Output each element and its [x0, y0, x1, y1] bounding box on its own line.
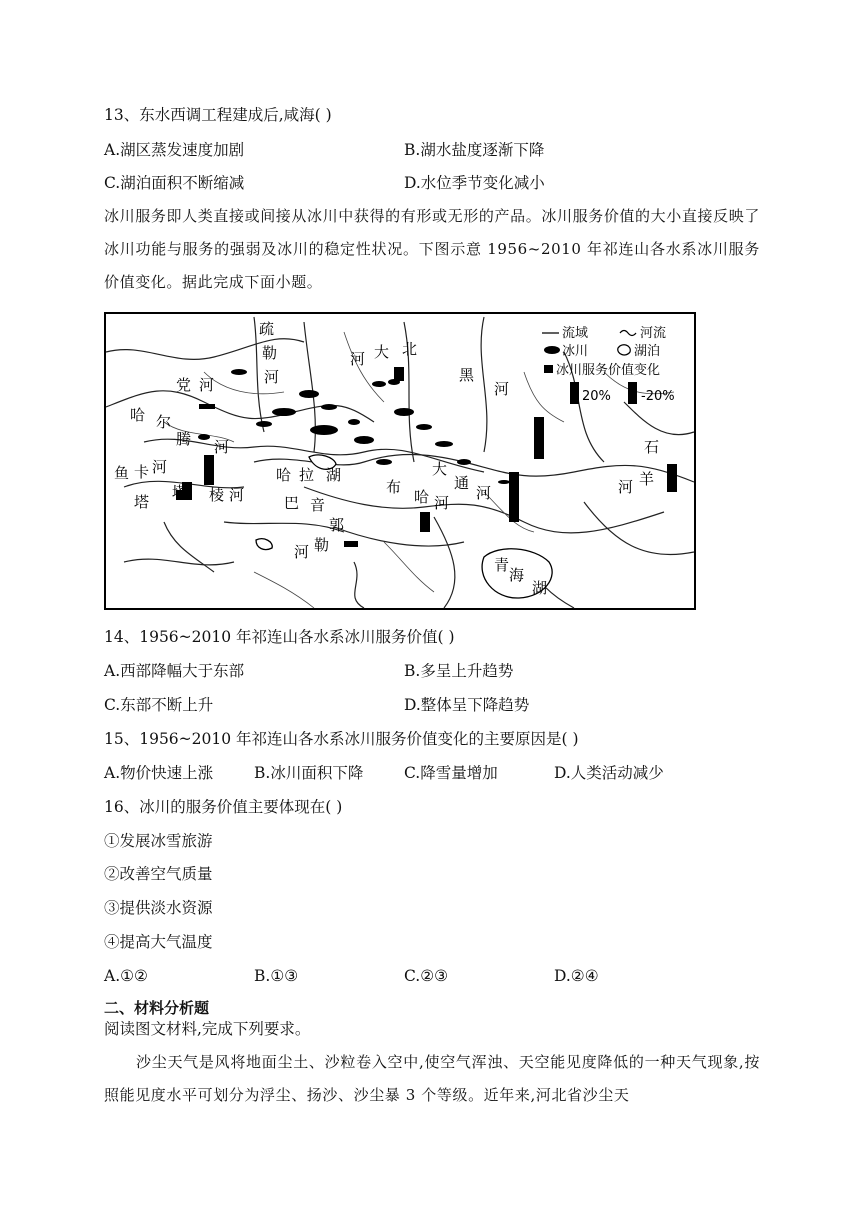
legend-basin: 流域: [562, 326, 589, 341]
label-bayin-1: 巴: [284, 494, 300, 512]
label-shiyang-2: 羊: [639, 470, 655, 488]
section-intro: 阅读图文材料,完成下列要求。: [104, 1020, 311, 1038]
label-haerteng-2: 尔: [156, 413, 172, 431]
label-danghe-2: 河: [199, 376, 215, 394]
label-yuka-3: 河: [152, 458, 168, 476]
q15-option-c: C.降雪量增加: [404, 764, 498, 782]
label-hala-3: 湖: [326, 466, 342, 484]
q14-option-c: C.东部不断上升: [104, 696, 214, 714]
label-tata-1: 塔: [134, 493, 150, 511]
label-guole-1: 郭: [329, 516, 345, 534]
q16-option-b: B.①③: [254, 967, 299, 985]
label-haerteng-4: 河: [214, 438, 230, 456]
legend-river: 河流: [640, 326, 667, 341]
q15-option-a: A.物价快速上涨: [104, 764, 214, 782]
q16-option-c: C.②③: [404, 967, 449, 985]
legend-lake: 湖泊: [634, 344, 661, 359]
label-haerteng-3: 腾: [176, 430, 192, 448]
q13-stem: 13、东水西调工程建成后,咸海( ): [104, 106, 332, 124]
dust-weather-paragraph: 沙尘天气是风将地面尘土、沙粒卷入空中,使空气浑浊、天空能见度降低的一种天气现象,按照能见度水平可划分为浮尘、扬沙、沙尘暴 3 个等级。近年来,河北省沙尘天: [104, 1053, 760, 1104]
label-guole-3: 河: [294, 543, 310, 561]
glacier-passage: 冰川服务即人类直接或间接从冰川中获得的有形或无形的产品。冰川服务价值的大小直接反映了冰川功能与服务的强弱及冰川的稳定性状况。下图示意 1956~2010 年祁连山各水系冰川服务价值变化。据此完成下面小题。: [104, 207, 760, 291]
label-yuka-1: 鱼: [114, 464, 130, 482]
q16-item-3: ③提供淡水资源: [104, 899, 213, 917]
section-title: 二、材料分析题: [104, 999, 210, 1017]
label-tata-2: 塔: [172, 483, 188, 501]
q16-item-4: ④提高大气温度: [104, 933, 213, 951]
qilian-glacier-map: [104, 312, 696, 610]
label-datong-3: 河: [476, 484, 492, 502]
q13-option-d: D.水位季节变化减小: [404, 174, 545, 192]
legend-positive: 20%: [582, 389, 611, 404]
label-datong-2: 通: [454, 474, 470, 492]
q16-stem: 16、冰川的服务价值主要体现在( ): [104, 798, 343, 816]
label-buha-1: 布: [386, 478, 402, 496]
q15-option-d: D.人类活动减少: [554, 764, 664, 782]
q14-stem: 14、1956~2010 年祁连山各水系冰川服务价值( ): [104, 628, 455, 646]
label-guole-2: 勒: [314, 536, 330, 554]
label-shule-2: 勒: [262, 344, 278, 362]
label-beida-3: 北: [402, 340, 418, 358]
label-hala-1: 哈: [276, 466, 292, 484]
legend-value-change: 冰川服务价值变化: [556, 363, 661, 378]
q14-option-d: D.整体呈下降趋势: [404, 696, 530, 714]
q16-item-2: ②改善空气质量: [104, 865, 213, 883]
label-danghe-1: 党: [176, 376, 192, 394]
q16-option-d: D.②④: [554, 967, 599, 985]
q14-option-b: B.多呈上升趋势: [404, 662, 514, 680]
legend-glacier: 冰川: [562, 344, 589, 359]
label-bayin-2: 音: [310, 496, 326, 514]
label-qinghai-2: 海: [509, 566, 525, 584]
q15-stem: 15、1956~2010 年祁连山各水系冰川服务价值变化的主要原因是( ): [104, 730, 579, 748]
q16-option-a: A.①②: [104, 967, 148, 985]
label-buha-2: 哈: [414, 488, 430, 506]
q16-item-1: ①发展冰雪旅游: [104, 832, 213, 850]
label-yuka-2: 卡: [134, 463, 150, 481]
label-shule-3: 河: [264, 368, 280, 386]
label-shiyang-1: 石: [644, 438, 660, 456]
label-shule: 疏: [259, 320, 275, 338]
q14-option-a: A.西部降幅大于东部: [104, 662, 245, 680]
label-ling-2: 河: [229, 486, 245, 504]
label-datong-1: 大: [432, 460, 448, 478]
label-qinghai-1: 青: [494, 556, 510, 574]
label-heihe: 河: [494, 380, 510, 398]
q13-option-c: C.湖泊面积不断缩减: [104, 174, 245, 192]
label-buha-3: 河: [434, 494, 450, 512]
label-hala-2: 拉: [299, 466, 315, 484]
q15-option-b: B.冰川面积下降: [254, 764, 364, 782]
label-shiyang-3: 河: [618, 478, 634, 496]
label-hei: 黑: [459, 366, 475, 384]
q13-option-a: A.湖区蒸发速度加剧: [104, 141, 245, 159]
label-beida-2: 大: [374, 343, 390, 361]
label-qinghai-3: 湖: [532, 579, 548, 597]
legend-negative: -20%: [641, 389, 675, 404]
label-haerteng-1: 哈: [130, 406, 146, 424]
label-ling-1: 棱: [209, 486, 225, 504]
label-beida-1: 河: [350, 350, 366, 368]
q13-option-b: B.湖水盐度逐渐下降: [404, 141, 545, 159]
